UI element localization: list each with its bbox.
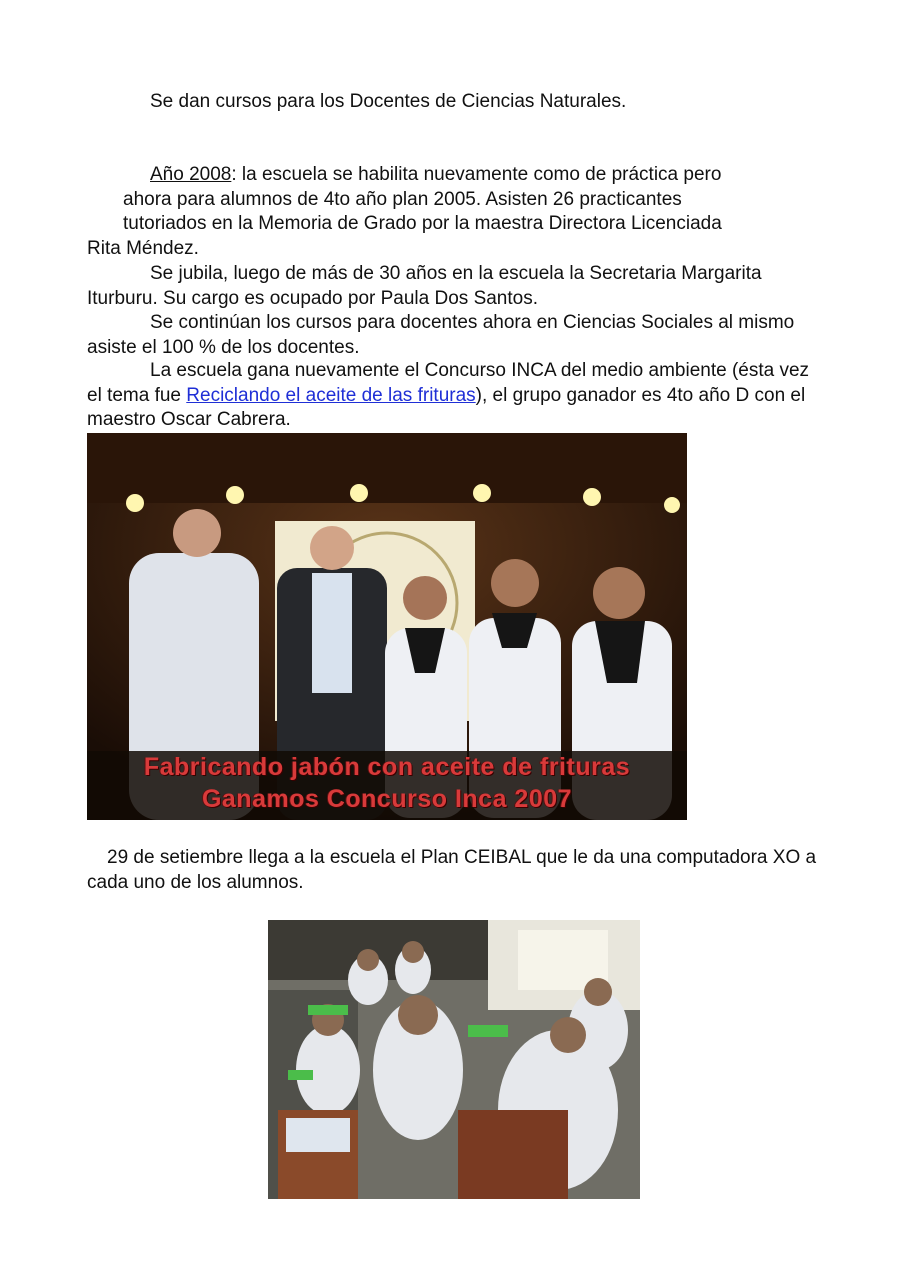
photo-caption-line-2: Ganamos Concurso Inca 2007 <box>201 785 573 813</box>
retirement-paragraph: Se jubila, luego de más de 30 años en la escuela la Secretaria Margarita Iturburu. Su cargo es ocupado por Paula Dos Santos. <box>87 263 762 309</box>
year-text-line-2: ahora para alumnos de 4to año plan 2005. Asisten 26 practicantes <box>123 188 682 210</box>
inca-text-after: ), el grupo ganador es 4to año D con el maestro Oscar Cabrera. <box>87 384 806 431</box>
inca-paragraph <box>87 359 827 433</box>
courses-paragraph: Se dan cursos para los Docentes de Ciencias Naturales. <box>150 91 627 112</box>
year-2008-paragraph <box>87 163 827 261</box>
recycling-link[interactable]: Reciclando el aceite de las frituras <box>186 384 476 406</box>
year-text-line-1: : la escuela se habilita nuevamente como de práctica pero <box>231 164 722 185</box>
year-text-line-4: Rita Méndez. <box>87 237 199 259</box>
ceibal-classroom-photo <box>268 920 640 1199</box>
year-text-line-3: tutoriados en la Memoria de Grado por la maestra Directora Licenciada <box>123 213 722 235</box>
inca-text-before: La escuela gana nuevamente el Concurso INCA del medio ambiente (ésta vez el tema fue <box>87 360 810 406</box>
inca-award-photo <box>87 433 687 820</box>
ceibal-paragraph: 29 de setiembre llega a la escuela el Plan CEIBAL que le da una computadora XO a cada uno de los alumnos. <box>87 847 817 893</box>
social-courses-paragraph: Se continúan los cursos para docentes ahora en Ciencias Sociales al mismo asiste el 100 % de los docentes. <box>87 312 795 358</box>
photo-caption-line-1: Fabricando jabón con aceite de frituras <box>143 753 631 781</box>
year-2008-label: Año 2008 <box>150 164 232 185</box>
